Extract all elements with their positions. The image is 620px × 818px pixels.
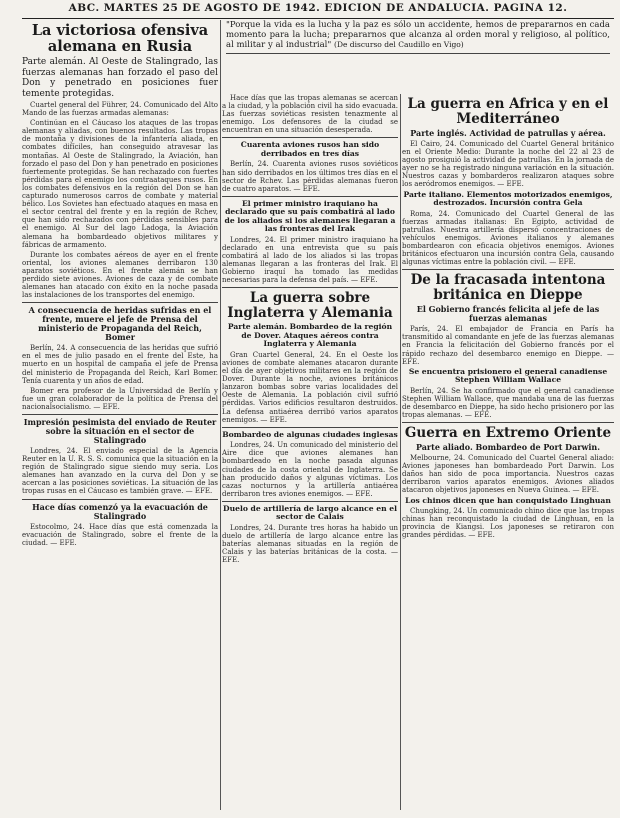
paragraph: Estocolmo, 24. Hace días que está comenzada la evacuación de Stalingrado, sobre el frente de la ciudad. — EFE. bbox=[22, 522, 218, 547]
quote-source: (De discurso del Caudillo en Vigo) bbox=[334, 40, 464, 49]
paragraph: Berlín, 24. Cuarenta aviones rusos soviéticos han sido derribados en los últimos tres días en el sector de Rchev. Las pérdidas alemanas fueron de cuatro aparatos. — EFE. bbox=[222, 160, 398, 193]
paragraph: Berlín, 24. A consecuencia de las heridas que sufrió en el mes de julio pasado en el frente del Este, ha muerto en un hospital de campaña el jefe de Prensa del ministerio de Propaganda del Reich, Karl Bomer. Tenía cuarenta y un años de edad. bbox=[22, 344, 218, 385]
quote-rule bbox=[226, 53, 610, 54]
separator bbox=[222, 427, 398, 428]
article-england-germany bbox=[222, 351, 398, 424]
headline-bomer: A consecuencia de heridas sufridas en el frente, muere el jefe de Prensa del ministerio de Propaganda del Reich, Bomer bbox=[28, 305, 212, 343]
paragraph: Continúan en el Cáucaso los ataques de las tropas alemanas y aliadas, con buenos resultados. Las tropas de montaña y divisiones de la infantería aliada, en combates difíciles, han conseguido atravesar las montañas. Al Oeste de Stalingrado, la Aviación, han forzado el paso del Don y han penetrado en posiciones fuertemente protegidas. Se han rechazado con fuertes pérdidas para el enemigo los contraataques rusos. En los combates defensivos en la región del Don se han capturado numerosos carros de combate y material bélico. Los Sovietes han efectuado ataques en masa en el sector central del frente y en la región de Rchev, que han sido rechazados con pérdidas sensibles para el enemigo. Al Sur del lago Ladoga, la Aviación alemana ha bombardeado objetivos militares y fábricas de armamento. bbox=[22, 119, 218, 249]
caudillo-quote-box bbox=[222, 20, 614, 92]
separator bbox=[22, 414, 218, 415]
headline-wallace: Se encuentra prisionero el general canadiense Stephen William Wallace bbox=[408, 366, 608, 385]
separator bbox=[402, 422, 614, 423]
column-2 bbox=[222, 94, 398, 814]
paragraph: Cuartel general del Führer, 24. Comunicado del Alto Mando de las fuerzas armadas alemanas: bbox=[22, 101, 218, 118]
paragraph: Melbourne, 24. Comunicado del Cuartel General aliado: Aviones japoneses han bombardeado Port Darwin. Los daños han sido de poca importancia. Nuestros cazas derribaron varios aparatos enemigos. Aviones aliados atacaron objetivos japoneses en Nueva Guinea. — EFE. bbox=[402, 454, 614, 495]
article-calais bbox=[222, 524, 398, 564]
column-rule bbox=[220, 20, 221, 810]
article-iraq bbox=[222, 236, 398, 285]
separator bbox=[222, 287, 398, 288]
column-3 bbox=[402, 94, 614, 814]
quote-text: "Porque la vida es la lucha y la paz es sólo un accidente, hemos de prepararnos en cada momento para la lucha; prepararnos que alcanza al orden moral y religioso, al político, al militar y al industrial" bbox=[226, 20, 610, 50]
headline-evacuation: Hace días comenzó ya la evacuación de Stalingrado bbox=[32, 501, 208, 521]
header-rule bbox=[22, 18, 614, 19]
separator bbox=[22, 302, 218, 303]
paragraph: Londres, 24. El enviado especial de la Agencia Reuter en la U. R. S. S. comunica que la situación en la región de Stalingrado sigue siendo muy seria. Los alemanes han avanzado en la curva del Don y se acercan a las posiciones soviéticas. La situación de las tropas rusas en el Cáucaso es también grave. — EFE. bbox=[22, 447, 218, 496]
headline-africa: La guerra en Africa y en el Mediterráneo bbox=[407, 96, 609, 127]
paragraph: París, 24. El embajador de Francia en París ha transmitido al comandante en jefe de las fuerzas alemanas en Francia la felicitación del Gobierno francés por el rápido rechazo del desembarco enemigo en Dieppe. — EFE. bbox=[402, 325, 614, 366]
headline-soviet-planes: Cuarenta aviones rusos han sido derribados en tres días bbox=[240, 140, 380, 158]
lede-russia: Parte alemán. Al Oeste de Stalingrado, las fuerzas alemanas han forzado el paso del Don y penetrado en posiciones fuer temente protegidas. bbox=[22, 57, 218, 99]
lede-england-germany: Parte alemán. Bombardeo de la región de Dover. Ataques aéreos contra Inglaterra y Alemania bbox=[227, 322, 393, 349]
caudillo-quote bbox=[222, 20, 614, 50]
paragraph: El Cairo, 24. Comunicado del Cuartel General británico en el Oriente Medio: Durante la noche del 22 al 23 de agosto prosiguió la actividad de patrullas. En la jornada de ayer no se ha registrado ninguna variación en la situación. Nuestros cazas y bombarderos realizaron ataques sobre los aeródromos enemigos. — EFE. bbox=[402, 140, 614, 189]
page-header: ABC. MARTES 25 DE AGOSTO DE 1942. EDICION DE ANDALUCIA. PAGINA 12. bbox=[68, 2, 568, 14]
headline-english-cities: Bombardeo de algunas ciudades inglesas bbox=[222, 429, 398, 439]
headline-far-east: Guerra en Extremo Oriente bbox=[404, 425, 612, 442]
article-far-east bbox=[402, 454, 614, 494]
article-bomer bbox=[22, 344, 218, 411]
article-soviet-planes bbox=[222, 160, 398, 192]
paragraph: Hace días que las tropas alemanas se acercan a la ciudad, y la población civil ha sido evacuada. Las fuerzas soviéticas resisten tenazmente al enemigo. Los defensores de la ciudad se encuentran en una situación desesperada. bbox=[222, 94, 398, 135]
paragraph: Londres, 24. Durante tres horas ha habido un duelo de artillería de largo alcance entre las baterías alemanas situadas en la región de Calais y las baterías británicas de la costa. — EFE. bbox=[222, 523, 398, 565]
separator bbox=[22, 499, 218, 500]
lede-dieppe: El Gobierno francés felicita al jefe de las fuerzas alemanas bbox=[416, 304, 600, 324]
separator bbox=[222, 137, 398, 138]
article-wallace bbox=[402, 387, 614, 419]
separator bbox=[402, 269, 614, 270]
headline-russia-offensive: La victoriosa ofensiva alemana en Rusia bbox=[31, 22, 209, 55]
headline-linghuan: Los chinos dicen que han conquistado Linghuan bbox=[405, 495, 611, 505]
article-russia bbox=[22, 101, 218, 299]
article-reuter bbox=[22, 447, 218, 496]
paragraph: Bomer era profesor de la Universidad de Berlín y fue un gran colaborador de la política de Prensa del nacionalsocialismo. — EFE. bbox=[22, 386, 218, 411]
paragraph: Londres, 24. Un comunicado del ministerio del Aire dice que aviones alemanes han bombardeado en la noche pasada algunas ciudades de la costa oriental de Inglaterra. Se han producido daños y algunas víctimas. Los cazas nocturnos y la artillería antiaérea derribaron tres aviones enemigos. — EFE. bbox=[222, 441, 398, 498]
headline-dieppe: De la fracasada intentona británica en Dieppe bbox=[410, 272, 606, 304]
paragraph: Londres, 24. El primer ministro iraquiano ha declarado en una entrevista que su país combatirá al lado de los aliados si las tropas alemanas llegaran a las fronteras del Irak. El Gobierno iraquí ha tomado las medidas necesarias para la defensa del país. — EFE. bbox=[222, 235, 398, 285]
lede-africa: Parte inglés. Actividad de patrullas y aérea. bbox=[410, 128, 606, 138]
paragraph: Roma, 24. Comunicado del Cuartel General de las fuerzas armadas italianas: En Egipto, actividad de patrullas. Nuestra artillería dispersó concentraciones de vehículos enemigos. Aviones italianos y alemanes bombardearon con eficacia objetivos enemigos. Aviones británicos efectuaron una incursión contra Gela, causando algunas víctimas entre la población civil. — EFE. bbox=[402, 209, 614, 267]
headline-italian-report: Parte italiano. Elementos motorizados enemigos, destrozados. Incursión contra Gela bbox=[403, 189, 613, 208]
article-continued bbox=[222, 94, 398, 134]
headline-reuter: Impresión pesimista del enviado de Reuter sobre la situación en el sector de Stalingrado bbox=[23, 417, 217, 445]
article-english-cities bbox=[222, 441, 398, 498]
article-dieppe bbox=[402, 325, 614, 365]
paragraph: Gran Cuartel General, 24. En el Oeste los aviones de combate alemanes atacaron durante el día de ayer objetivos militares en la región de Dover. Durante la noche, aviones británicos lanzaron bombas sobre varias localidades del Oeste de Alemania. La población civil sufrió pérdidas. Varios edificios resultaron destruidos. La defensa antiaérea derribó varios aparatos enemigos. — EFE. bbox=[222, 350, 398, 424]
paragraph: Durante los combates aéreos de ayer en el frente oriental, los aviones alemanes derribaron 130 aparatos soviéticos. En el frente alemán se han perdido siete aviones. Aviones de caza y de combate alemanes han atacado con éxito en la noche pasada las instalaciones de los transportes del enemigo. bbox=[22, 250, 218, 300]
headline-iraq: El primer ministro iraquiano ha declarado que su país combatirá al lado de los aliados si los alemanes llegaran a las fronteras del Irak bbox=[224, 198, 396, 234]
column-rule bbox=[400, 94, 401, 810]
separator bbox=[222, 501, 398, 502]
paragraph: Chungking, 24. Un comunicado chino dice que las tropas chinas han reconquistado la ciudad de Linghuan, en la provincia de Kiangsi. Los japoneses se retiraron con grandes pérdidas. — EFE. bbox=[402, 507, 614, 540]
column-1 bbox=[22, 20, 218, 816]
paragraph: Berlín, 24. Se ha confirmado que el general canadiense Stephen William Wallace, que mandaba una de las fuerzas de desembarco en Dieppe, ha sido hecho prisionero por las tropas alemanas. — EFE. bbox=[402, 386, 614, 419]
article-evacuation bbox=[22, 523, 218, 547]
lede-far-east: Parte aliado. Bombardeo de Port Darwin. bbox=[415, 442, 601, 453]
separator bbox=[222, 196, 398, 197]
article-linghuan bbox=[402, 507, 614, 539]
article-italian-report bbox=[402, 210, 614, 267]
headline-calais: Duelo de artillería de largo alcance en el sector de Calais bbox=[223, 503, 397, 522]
article-africa bbox=[402, 140, 614, 189]
headline-england-germany: La guerra sobre Inglaterra y Alemania bbox=[227, 290, 393, 322]
